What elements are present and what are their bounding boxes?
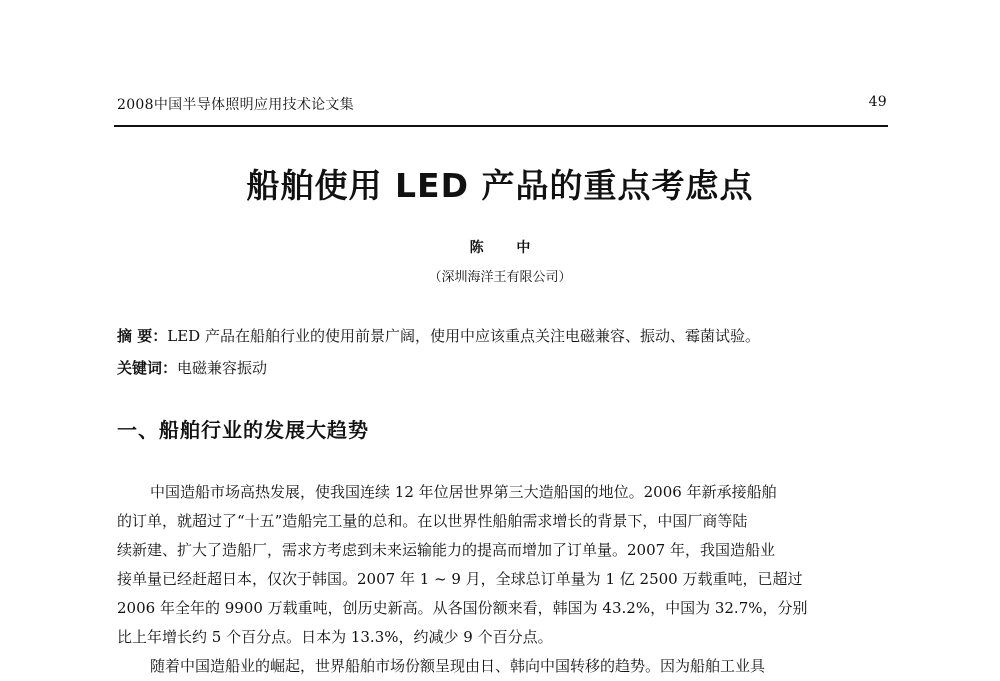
keywords-text: 电磁兼容振动 [177, 359, 268, 377]
paragraph-line: 续新建、扩大了造船厂，需求方考虑到未来运输能力的提高而增加了订单量。2007 年，我国造船业 [117, 541, 775, 559]
paragraph-line: 比上年增长约 5 个百分点。日本为 13.3%，约减少 9 个百分点。 [117, 628, 553, 646]
abstract [117, 325, 897, 346]
paragraph-line: 中国造船市场高热发展，使我国连续 12 年位居世界第三大造船国的地位。2006 年新承接船舶 [150, 483, 777, 501]
paragraph-line: 接单量已经赶超日本，仅次于韩国。2007 年 1 ~ 9 月，全球总订单量为 1 亿 2500 万载重吨，已超过 [117, 570, 803, 588]
paragraph-line: 的订单，就超过了“十五”造船完工量的总和。在以世界性船舶需求增长的背景下，中国厂商等陆 [117, 512, 748, 530]
abstract-label: 摘 要： [117, 327, 168, 345]
header-rule [114, 125, 888, 127]
paragraph-line: 随着中国造船业的崛起，世界船舶市场份额呈现由日、韩向中国转移的趋势。因为船舶工业具 [150, 657, 766, 675]
body-paragraph-1 [117, 478, 889, 652]
section-heading: 一、船舶行业的发展大趋势 [117, 418, 369, 442]
author-name: 陈 中 [469, 240, 545, 256]
journal-name: 2008中国半导体照明应用技术论文集 [117, 97, 355, 113]
abstract-text: LED 产品在船舶行业的使用前景广阔，使用中应该重点关注电磁兼容、振动、霉菌试验。 [167, 327, 760, 345]
keywords [117, 357, 897, 378]
paper-title: 船舶使用 LED 产品的重点考虑点 [246, 166, 754, 205]
running-header [117, 92, 887, 114]
body-paragraph-2 [117, 652, 889, 681]
page-number: 49 [868, 94, 887, 110]
keywords-label: 关键词： [117, 359, 178, 377]
author-affiliation: （深圳海洋王有限公司） [428, 270, 572, 285]
paragraph-line: 2006 年全年的 9900 万载重吨，创历史新高。从各国份额来看，韩国为 43.2%，中国为 32.7%，分别 [117, 599, 808, 617]
